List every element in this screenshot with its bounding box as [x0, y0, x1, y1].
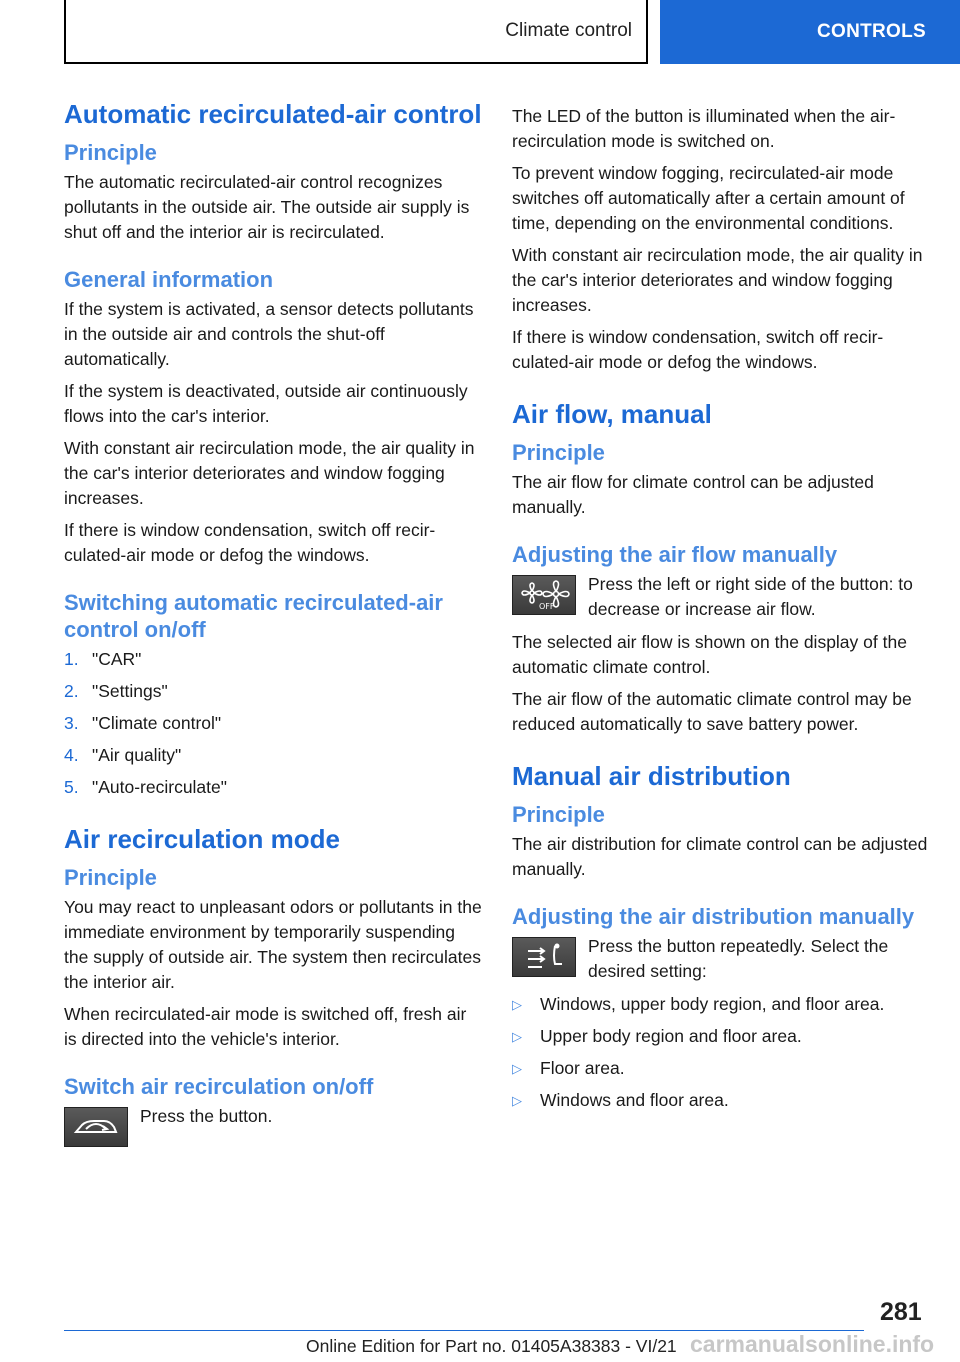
- recirculation-car-icon: [72, 1116, 120, 1138]
- list-item: 5. "Auto-recirculate": [64, 777, 227, 797]
- heading-air-recirculation-mode: Air recirculation mode: [64, 824, 340, 854]
- subheading-principle: Principle: [64, 140, 157, 165]
- right-column: [512, 104, 930, 1120]
- list-item: ▷ Floor area.: [512, 1056, 930, 1088]
- list-item: ▷ Windows and floor area.: [512, 1088, 930, 1120]
- list-item: 1. "CAR": [64, 649, 142, 669]
- triangle-bullet-icon: ▷: [512, 997, 522, 1012]
- heading-automatic-recirculated-air: Automatic recirculated-air control: [64, 99, 482, 129]
- watermark: carmanualsonline.info: [690, 1331, 935, 1357]
- paragraph-mode-1: You may react to unpleasant odors or pollutants in the immediate environment by temporarily suspending the supply of outside air. The system then recirculates the interior air.: [64, 897, 482, 992]
- seat-airflow-icon: [522, 942, 566, 972]
- subheading-principle-4: Principle: [512, 802, 605, 827]
- triangle-bullet-icon: ▷: [512, 1093, 522, 1108]
- heading-manual-air-distribution: Manual air distribution: [512, 761, 791, 791]
- triangle-bullet-icon: ▷: [512, 1029, 522, 1044]
- subheading-switch-recirc: Switch air recirculation on/off: [64, 1074, 374, 1099]
- list-item: ▷ Windows, upper body region, and floor area.: [512, 992, 930, 1024]
- paragraph-general-4: If there is window condensation, switch off recirculated-air mode or defog the windows.: [64, 520, 436, 565]
- subheading-general-information: General information: [64, 267, 274, 292]
- paragraph-constant-recirc: With constant air recirculation mode, the air quality in the car's interior deteriorates and window fogging increases.: [512, 245, 923, 315]
- paragraph-general-1: If the system is activated, a sensor detects pollutants in the outside air and controls the shut-off automatically.: [64, 299, 474, 369]
- recirculation-button-image: [64, 1107, 128, 1147]
- list-item: 3. "Climate control": [64, 713, 222, 733]
- header-chapter-tab: [660, 0, 960, 64]
- subheading-principle-2: Principle: [64, 865, 157, 890]
- fan-icon: [518, 580, 570, 610]
- paragraph-general-3: With constant air recirculation mode, the air quality in the car's interior deteriorates and window fogging increases.: [64, 438, 475, 508]
- triangle-bullet-icon: ▷: [512, 1061, 522, 1076]
- left-column: [64, 100, 482, 1155]
- distribution-button-row: [512, 934, 930, 984]
- paragraph-press-repeatedly: Press the button repeatedly. Select the desired setting:: [588, 936, 889, 981]
- paragraph-press-left-right: Press the left or right side of the button: to decrease or increase air flow.: [588, 574, 913, 619]
- subheading-switching-auto-recirc: Switching automatic recirculated-air control on/off: [64, 590, 443, 642]
- distribution-button-image: [512, 937, 576, 977]
- paragraph-condensation: If there is window condensation, switch off recirculated-air mode or defog the windows.: [512, 327, 884, 372]
- paragraph-air-flow: The air flow for climate control can be adjusted manually.: [512, 472, 874, 517]
- paragraph-led: The LED of the button is illuminated when the air-recirculation mode is switched on.: [512, 106, 896, 151]
- subheading-principle-3: Principle: [512, 440, 605, 465]
- footer-edition: Online Edition for Part no. 01405A38383 - VI/21: [306, 1336, 677, 1356]
- steps-list: [64, 647, 482, 807]
- list-item: ▷ Upper body region and floor area.: [512, 1024, 930, 1056]
- list-item: 4. "Air quality": [64, 745, 182, 765]
- header-section-title: Climate control: [505, 20, 632, 41]
- heading-air-flow-manual: Air flow, manual: [512, 399, 712, 429]
- paragraph-reduced-air-flow: The air flow of the automatic climate control may be reduced automatically to save battery power.: [512, 689, 912, 734]
- paragraph-mode-2: When recirculated-air mode is switched off, fresh air is directed into the vehicle's interior.: [64, 1004, 467, 1049]
- page-number: 281: [880, 1298, 922, 1326]
- paragraph-press-button: Press the button.: [140, 1106, 273, 1126]
- subheading-adjust-air-flow: Adjusting the air flow manually: [512, 542, 838, 567]
- header-chapter-title: CONTROLS: [816, 21, 926, 42]
- paragraph-fogging: To prevent window fogging, recirculated-air mode switches off automatically after a certain amount of time, depending on the environmental conditions.: [512, 163, 905, 233]
- paragraph-air-distribution: The air distribution for climate control can be adjusted manually.: [512, 834, 928, 879]
- paragraph-principle: The automatic recirculated-air control recognizes pollutants in the outside air. The outside air supply is shut off and the interior air is recirculated.: [64, 172, 470, 242]
- list-item: 2. "Settings": [64, 681, 168, 701]
- paragraph-selected-air-flow: The selected air flow is shown on the display of the automatic climate control.: [512, 632, 907, 677]
- subheading-adjust-air-distribution: Adjusting the air distribution manually: [512, 904, 915, 929]
- fan-button-row: [512, 572, 930, 622]
- header-section-box: [64, 0, 648, 64]
- distribution-options-list: [512, 992, 930, 1120]
- fan-button-image: [512, 575, 576, 615]
- svg-text:OFF: OFF: [539, 602, 555, 610]
- recirc-button-row: [64, 1104, 482, 1147]
- paragraph-general-2: If the system is deactivated, outside air continuously flows into the car's interior.: [64, 381, 468, 426]
